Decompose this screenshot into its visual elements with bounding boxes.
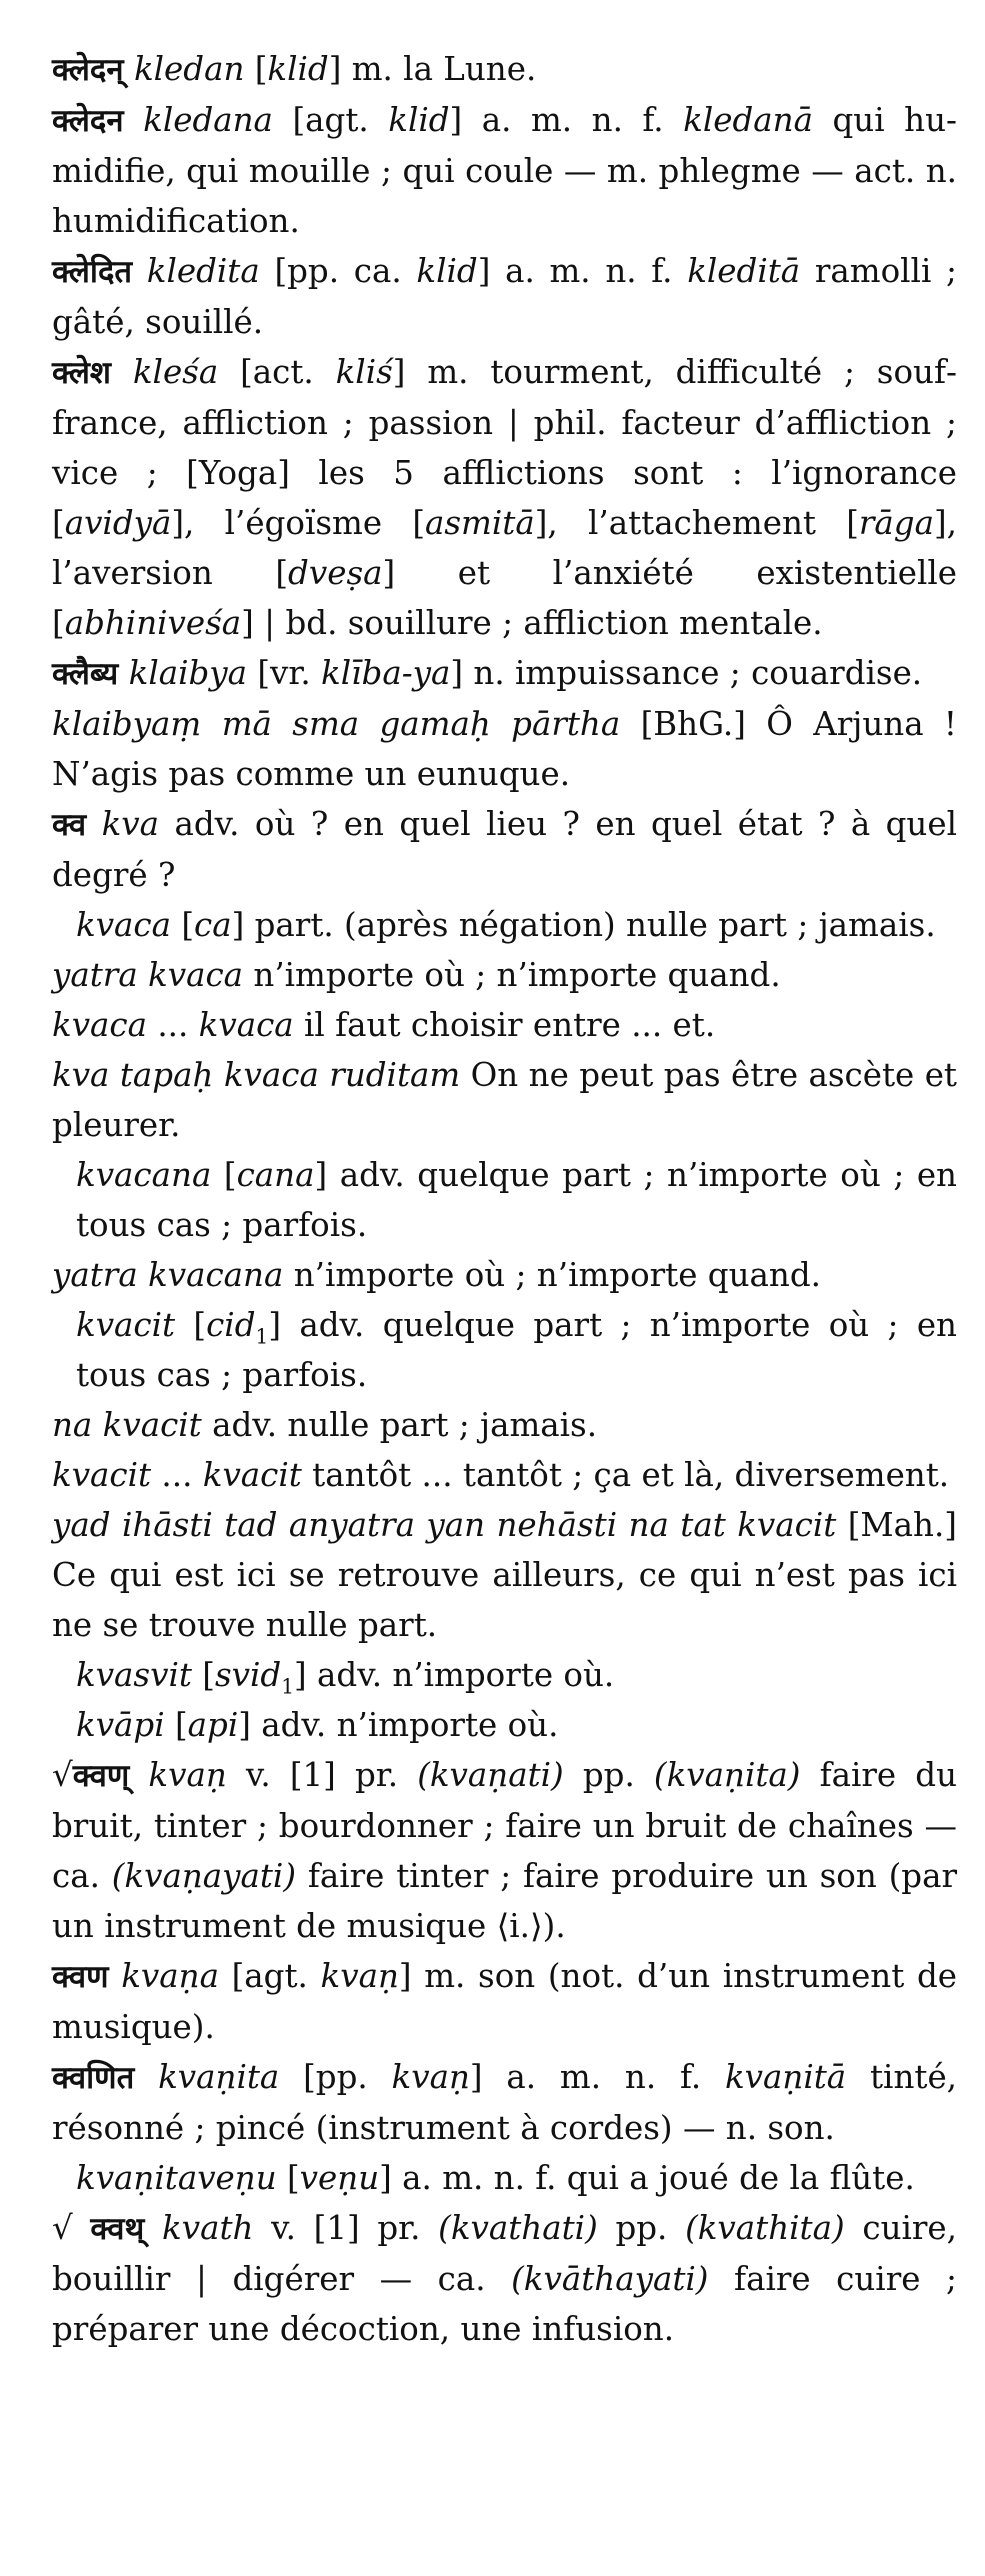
italic-term: yatra kvacana xyxy=(52,1256,284,1294)
italic-term: kliś xyxy=(335,353,393,391)
devanagari-headword: क्लेदन् xyxy=(52,52,124,88)
italic-term: kvaṇitaveṇu xyxy=(76,2159,277,2197)
entry-text: tantôt ... tantôt ; ça et là, diversement. xyxy=(301,1456,950,1494)
entry-text: pp. xyxy=(563,1756,654,1794)
italic-term: kledana xyxy=(143,101,273,139)
italic-term: kvacit xyxy=(202,1456,302,1494)
entry-text: [vr. xyxy=(247,654,322,692)
italic-term: (kvāthayati) xyxy=(511,2260,709,2298)
italic-term: kvaṇ xyxy=(391,2058,470,2096)
italic-term: kledanā xyxy=(683,101,813,139)
entry-text: ] et l’anxiété existentielle [ xyxy=(52,554,957,642)
dictionary-entry xyxy=(52,1400,957,1450)
sub-entry xyxy=(52,2153,957,2203)
entry-text: ] adv. n’importe où. xyxy=(294,1656,615,1694)
dictionary-entry xyxy=(52,2052,957,2153)
entry-text: [act. xyxy=(218,353,336,391)
entry-text: [ xyxy=(164,1706,188,1744)
entry-text: [ xyxy=(276,2159,300,2197)
italic-term: klaibyaṃ mā sma gamaḥ pārtha xyxy=(52,705,621,743)
entry-text: ... xyxy=(151,1456,203,1494)
entry-text: [ xyxy=(175,1306,207,1344)
entry-text xyxy=(109,1957,122,1995)
sub-entry xyxy=(52,900,957,950)
subscript-index: 1 xyxy=(255,1324,269,1349)
devanagari-headword: क्व xyxy=(52,807,87,843)
devanagari-headword: क्वणित xyxy=(52,2060,135,2096)
italic-term: kvaca xyxy=(52,1006,148,1044)
entry-text: ] adv. n’importe où. xyxy=(238,1706,559,1744)
italic-term: kva tapaḥ kvaca ruditam xyxy=(52,1056,461,1094)
dictionary-entry xyxy=(52,1951,957,2052)
entry-text: adv. où ? en quel lieu ? en quel état ? à quel degré ? xyxy=(52,805,957,894)
italic-term: kvaṇita xyxy=(158,2058,280,2096)
entry-text: ] | bd. souillure ; affliction mentale. xyxy=(241,604,823,642)
entry-text: v. [1] pr. xyxy=(226,1756,418,1794)
entry-text: ], l’attachement [ xyxy=(534,504,859,542)
italic-term: klaibya xyxy=(128,654,248,692)
entry-text: qui humidifie, qui mouille ; qui coule — m. phlegme — act. n. humidification. xyxy=(52,101,958,240)
dictionary-entry xyxy=(52,347,957,648)
entry-text: cuire, bouillir | digérer — ca. xyxy=(52,2209,957,2298)
entry-text xyxy=(129,1756,148,1794)
entry-text: [pp. ca. xyxy=(259,252,417,290)
entry-text: faire du bruit, tinter ; bourdonner ; faire un bruit de chaînes — ca. xyxy=(52,1756,958,1895)
italic-term: (kvathati) xyxy=(438,2209,598,2247)
entry-text: n’importe où ; n’importe quand. xyxy=(283,1256,821,1294)
entry-text xyxy=(124,50,134,88)
dictionary-entry xyxy=(52,246,957,347)
sub-entry xyxy=(52,1650,957,1700)
dictionary-entry xyxy=(52,699,957,799)
entry-text: il faut choisir entre ... et. xyxy=(293,1006,716,1044)
entry-text: [agt. xyxy=(218,1957,321,1995)
devanagari-headword: क्वथ् xyxy=(90,2211,145,2247)
entry-text: On ne peut pas être ascète et pleurer. xyxy=(52,1056,957,1144)
entry-text: ramolli ; gâté, souillé. xyxy=(52,252,957,341)
dictionary-entry xyxy=(52,950,957,1000)
entry-text: adv. nulle part ; jamais. xyxy=(201,1406,598,1444)
italic-term: (kvaṇati) xyxy=(417,1756,564,1794)
subscript-index: 1 xyxy=(281,1674,295,1699)
italic-term: kvacit xyxy=(52,1456,152,1494)
entry-text: √ xyxy=(52,2209,91,2247)
italic-term: kvaca xyxy=(76,906,172,944)
entry-text: [pp. xyxy=(279,2058,392,2096)
sub-entry xyxy=(52,1300,957,1400)
entry-text: faire tinter ; faire produire un son (par un instrument de musique ⟨i.⟩). xyxy=(52,1857,957,1945)
italic-term: kvaṇitā xyxy=(724,2058,847,2096)
entry-text: tinté, résonné ; pincé (instrument à cordes) — n. son. xyxy=(52,2058,958,2147)
entry-text: ] a. m. n. f. xyxy=(477,252,688,290)
devanagari-headword: क्वण् xyxy=(72,1758,130,1794)
devanagari-headword: क्लैब्य xyxy=(52,656,119,692)
italic-term: kva xyxy=(101,805,160,843)
entry-text: v. [1] pr. xyxy=(253,2209,439,2247)
italic-term: kvaṇ xyxy=(148,1756,227,1794)
entry-text: [Mah.] Ce qui est ici se retrouve ailleurs, ce qui n’est pas ici ne se trouve nulle part. xyxy=(52,1506,957,1644)
dictionary-entry xyxy=(52,1000,957,1050)
dictionary-entry xyxy=(52,95,957,246)
italic-term: (kvaṇayati) xyxy=(111,1857,297,1895)
entry-text xyxy=(111,353,133,391)
italic-term: cana xyxy=(236,1156,315,1194)
entry-text: ], l’aversion [ xyxy=(52,504,957,592)
entry-text: [agt. xyxy=(272,101,389,139)
italic-term: yatra kvaca xyxy=(52,956,244,994)
entry-text: ] m. son (not. d’un instrument de musique). xyxy=(52,1957,957,2046)
italic-term: kledan xyxy=(133,50,245,88)
entry-text: ] a. m. n. f. qui a joué de la flûte. xyxy=(379,2159,915,2197)
entry-text: [ xyxy=(191,1656,215,1694)
entry-text: [ xyxy=(211,1156,237,1194)
italic-term: klība-ya xyxy=(321,654,451,692)
entry-text: ], l’égoïsme [ xyxy=(171,504,425,542)
devanagari-headword: क्लेश xyxy=(52,355,111,391)
entry-text: ] part. (après négation) nulle part ; jamais. xyxy=(231,906,936,944)
entry-text: pp. xyxy=(597,2209,686,2247)
italic-term: kledita xyxy=(146,252,260,290)
dictionary-entry xyxy=(52,648,957,699)
dictionary-entry xyxy=(52,799,957,900)
entry-text xyxy=(144,2209,162,2247)
entry-text xyxy=(124,101,144,139)
italic-term: yad ihāsti tad anyatra yan nehāsti na tat kvacit xyxy=(52,1506,837,1544)
italic-term: na kvacit xyxy=(52,1406,202,1444)
italic-term: dveṣa xyxy=(288,554,383,592)
italic-term: kvaca xyxy=(198,1006,294,1044)
italic-term: klid xyxy=(388,101,450,139)
entry-text xyxy=(134,2058,158,2096)
italic-term: api xyxy=(187,1706,239,1744)
devanagari-headword: क्लेदित xyxy=(52,254,133,290)
italic-term: kvaṇ xyxy=(320,1957,399,1995)
entry-text: ] n. impuissance ; couardise. xyxy=(450,654,923,692)
entry-text xyxy=(132,252,147,290)
italic-term: avidyā xyxy=(64,504,172,542)
italic-term: cid xyxy=(206,1306,256,1344)
italic-term: ca xyxy=(194,906,232,944)
italic-term: rāga xyxy=(858,504,934,542)
sub-entry xyxy=(52,1700,957,1750)
italic-term: klid xyxy=(267,50,329,88)
italic-term: abhiniveśa xyxy=(64,604,242,642)
italic-term: kvath xyxy=(162,2209,254,2247)
entry-text: [BhG.] Ô Arjuna ! N’agis pas comme un eunuque. xyxy=(52,705,957,793)
italic-term: veṇu xyxy=(299,2159,380,2197)
italic-term: kvacana xyxy=(76,1156,212,1194)
entry-text xyxy=(118,654,128,692)
italic-term: svid xyxy=(214,1656,282,1694)
dictionary-entry xyxy=(52,2203,957,2354)
dictionary-entry xyxy=(52,44,957,95)
dictionary-page xyxy=(52,44,957,2354)
dictionary-entry xyxy=(52,1450,957,1500)
italic-term: kvacit xyxy=(76,1306,176,1344)
entry-text: ] adv. quelque part ; n’importe où ; en tous cas ; parfois. xyxy=(76,1306,957,1394)
entry-text: √ xyxy=(52,1756,73,1794)
italic-term: kvaṇa xyxy=(121,1957,219,1995)
entry-text: n’importe où ; n’importe quand. xyxy=(243,956,781,994)
italic-term: (kvaṇita) xyxy=(653,1756,801,1794)
dictionary-entry xyxy=(52,1050,957,1150)
entry-text: ] a. m. n. f. xyxy=(449,101,684,139)
devanagari-headword: क्वण xyxy=(52,1959,109,1995)
italic-term: kleśa xyxy=(132,353,219,391)
entry-text: [ xyxy=(171,906,195,944)
italic-term: kleditā xyxy=(687,252,801,290)
dictionary-entry xyxy=(52,1750,957,1951)
entry-text: ] adv. quelque part ; n’importe où ; en tous cas ; parfois. xyxy=(76,1156,957,1244)
dictionary-entry xyxy=(52,1500,957,1650)
italic-term: kvasvit xyxy=(76,1656,192,1694)
entry-text: ] a. m. n. f. xyxy=(469,2058,725,2096)
italic-term: klid xyxy=(416,252,478,290)
sub-entry xyxy=(52,1150,957,1250)
italic-term: kvāpi xyxy=(76,1706,165,1744)
entry-text: faire cuire ; préparer une décoction, une infusion. xyxy=(52,2260,957,2348)
dictionary-entry xyxy=(52,1250,957,1300)
italic-term: asmitā xyxy=(425,504,535,542)
entry-text xyxy=(86,805,101,843)
italic-term: (kvathita) xyxy=(685,2209,845,2247)
entry-text: ... xyxy=(147,1006,199,1044)
entry-text: [ xyxy=(244,50,268,88)
entry-text: ] m. la Lune. xyxy=(328,50,537,88)
devanagari-headword: क्लेदन xyxy=(52,103,124,139)
entry-text: ] m. tourment, difficulté ; souffrance, affliction ; passion | phil. facteur d’affliction ; vice ; [Yoga] les 5 afflictions sont : l’ignorance [ xyxy=(52,353,957,542)
